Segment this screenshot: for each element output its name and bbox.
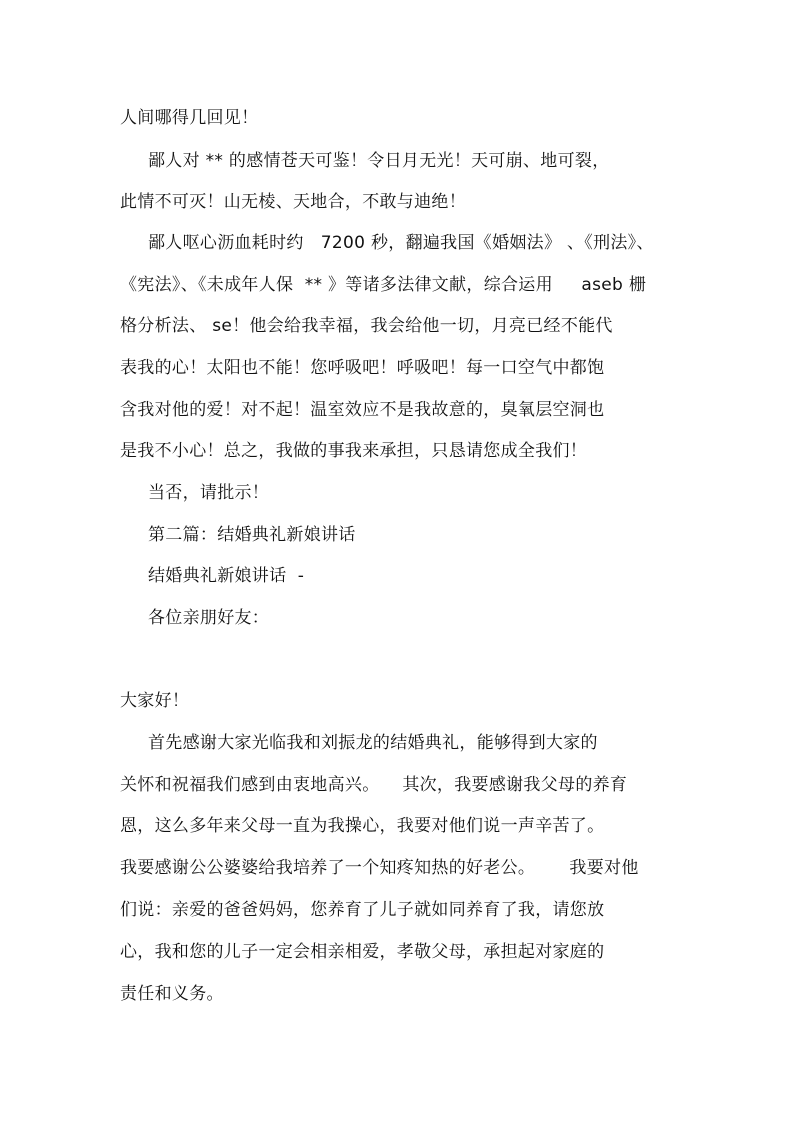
text-line: 我要感谢公公婆婆给我培养了一个知疼知热的好老公。 我要对他 [120, 858, 639, 878]
text-line: 是我不小心！总之，我做的事我来承担，只恳请您成全我们！ [120, 441, 588, 461]
text-line: 含我对他的爱！对不起！温室效应不是我故意的，臭氧层空洞也 [120, 400, 605, 420]
text-line: 格分析法、 se！他会给我幸福，我会给他一切，月亮已经不能代 [120, 316, 613, 336]
paragraph-line: 首先感谢大家光临我和刘振龙的结婚典礼，能够得到大家的 [148, 733, 598, 753]
paragraph-line: 鄙人对 ** 的感情苍天可鉴！令日月无光！天可崩、地可裂， [148, 151, 610, 171]
greeting: 大家好！ [120, 691, 190, 711]
paragraph-line: 鄙人呕心沥血耗时约 7200 秒，翻遍我国《婚姻法》 、《刑法》、 [148, 233, 654, 253]
text-line: 表我的心！太阳也不能！您呼吸吧！呼吸吧！每一口空气中都饱 [120, 358, 605, 378]
section-heading: 第二篇：结婚典礼新娘讲话 [148, 525, 356, 545]
paragraph-line: 当否，请批示！ [148, 483, 270, 503]
text-line: 关怀和祝福我们感到由衷地高兴。 其次，我要感谢我父母的养育 [120, 775, 628, 795]
section-subheading: 结婚典礼新娘讲话 - [148, 566, 305, 586]
text-line: 此情不可灭！山无棱、天地合，不敢与迪绝！ [120, 192, 466, 212]
text-line: 责任和义务。 [120, 984, 224, 1004]
text-line: 心，我和您的儿子一定会相亲相爱，孝敬父母，承担起对家庭的 [120, 942, 605, 962]
text-line: 恩，这么多年来父母一直为我操心，我要对他们说一声辛苦了。 [120, 816, 605, 836]
text-line: 《宪法》、《未成年人保 ** 》等诸多法律文献，综合运用 aseb 栅 [120, 275, 647, 295]
text-line: 人间哪得几回见！ [120, 108, 259, 128]
text-line: 们说：亲爱的爸爸妈妈，您养育了儿子就如同养育了我，请您放 [120, 900, 605, 920]
salutation: 各位亲朋好友： [148, 608, 270, 628]
